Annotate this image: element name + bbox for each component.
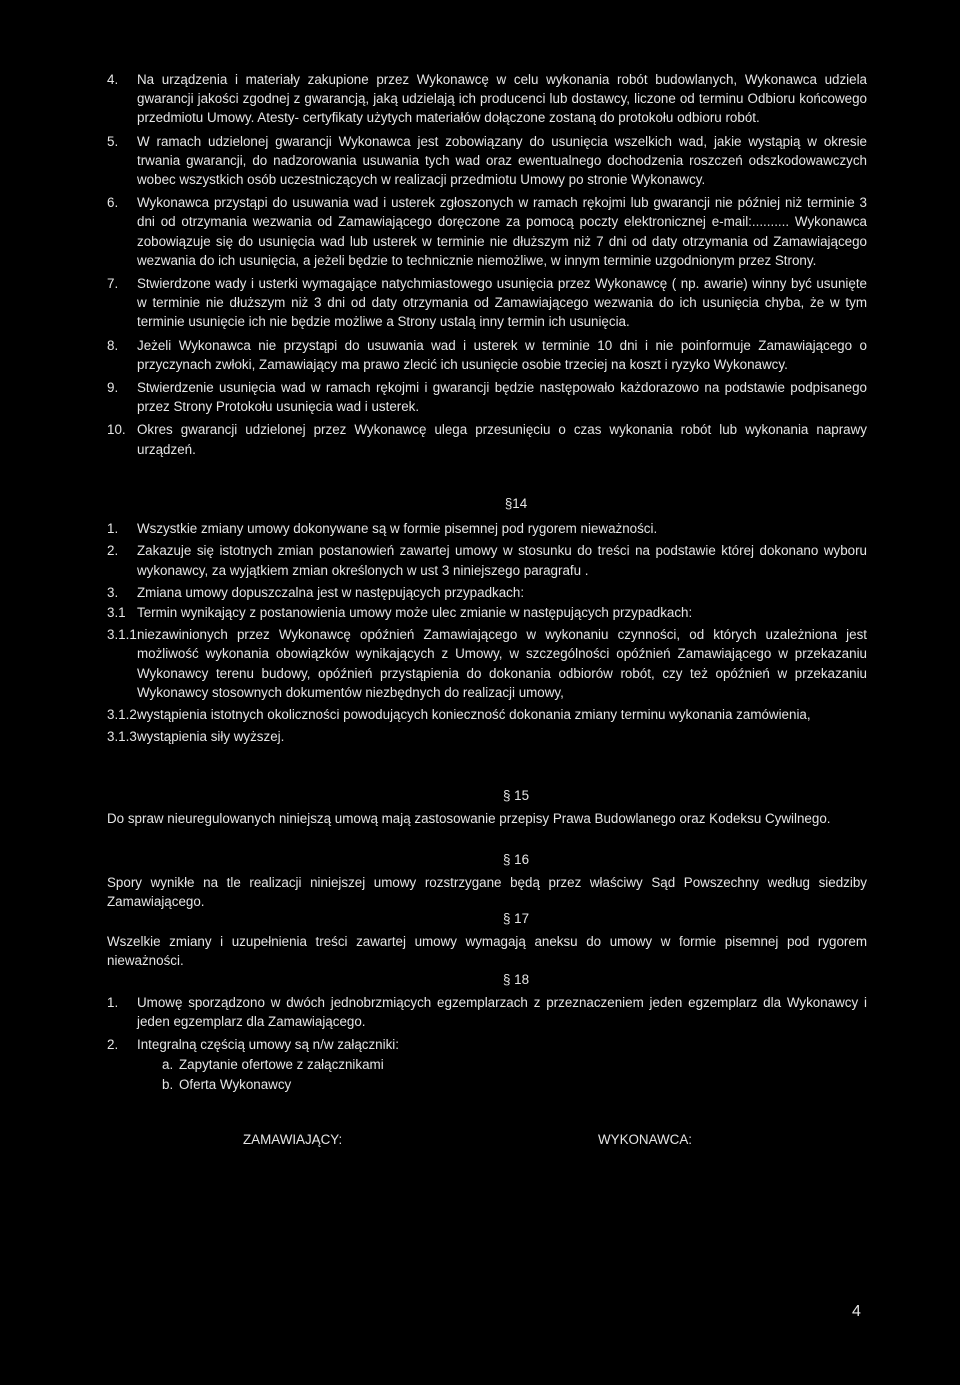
attachment-a: a. Zapytanie ofertowe z załącznikami <box>162 1056 384 1072</box>
s14-clause-1: 1. Wszystkie zmiany umowy dokonywane są w formie pisemnej pod rygorem nieważności. <box>107 521 658 537</box>
clause-4: 4. Na urządzenia i materiały zakupione przez Wykonawcę w celu wykonania robót budowlanych, Wykonawca udziela gwarancji jakości zgodnej z gwarancją, jaką udzielają ich producenci lub dostawcy, liczone od terminu Odbioru końcowego przedmiotu Umowy. Atesty- certyfikaty użytych materiałów dołączone zostaną do protokołu odbioru robót. <box>107 72 867 126</box>
s14-clause-3-1-3: 3.1.3 wystąpienia siły wyższej. <box>107 729 285 745</box>
clause-10: 10. Okres gwarancji udzielonej przez Wykonawcę ulega przesunięciu o czas wykonania robót lub wykonania naprawy urządzeń. <box>107 422 867 457</box>
guarantee-clauses <box>107 70 867 459</box>
clause-6: 6. Wykonawca przystąpi do usuwania wad i usterek zgłoszonych w ramach rękojmi lub gwarancji nie później niż terminie 3 dni od otrzymania wezwania od Zamawiającego doręczone za pomocą poczty elektronicznej e-mail:.......... Wykonawca zobowiązuje się do usunięcia wad lub usterek w terminie nie dłuższym niż 7 dni od daty otrzymania od Zamawiającego wezwania do ich usunięcia, a jeżeli będzie to technicznie niemożliwe, w innym terminie uzgodnionym przez Strony. <box>107 195 867 268</box>
section-17-text: Wszelkie zmiany i uzupełnienia treści zawartej umowy wymagają aneksu do umowy w formie pisemnej pod rygorem nieważności. <box>107 934 867 969</box>
s14-clause-3-1: 3.1 Termin wynikający z postanowienia umowy może ulec zmianie w następujących przypadkach: <box>107 605 693 621</box>
signature-label-zamawiajacy: ZAMAWIAJĄCY: <box>243 1132 343 1147</box>
clause-5: 5. W ramach udzielonej gwarancji Wykonawca jest zobowiązany do usunięcia wszelkich wad, jakie wystąpią w okresie trwania gwarancji, do nadzorowania usuwania tych wad oraz ewentualnego dochodzenia roszczeń odszkodowawczych wobec wszystkich osób uczestniczących w realizacji przedmiotu Umowy po stronie Wykonawcy. <box>107 133 867 188</box>
s14-clause-3-1-1: 3.1.1 niezawinionych przez Wykonawcę opóźnień Zamawiającego w wykonaniu czynności, od których uzależniona jest możliwość wykonania obowiązków wynikających z Umowy, w szczególności opóźnień Zamawiającego w przekazaniu Wykonawcy terenu budowy, opóźnień przystąpienia do dokonania odbiorów robót, czy też opóźnień w przekazaniu Wykonawcy stosownych dokumentów niezbędnych do realizacji umowy, <box>107 627 867 700</box>
clause-8: 8. Jeżeli Wykonawca nie przystąpi do usuwania wad i usterek w terminie 10 dni i nie poinformuje Zamawiającego o przyczynach zwłoki, Zamawiający ma prawo zlecić ich usunięcie osobie trzeciej na koszt i ryzyko Wykonawcy. <box>107 337 867 372</box>
section-15-heading: § 15 <box>502 788 530 803</box>
section-16-heading: § 16 <box>502 852 530 867</box>
page-number: 4 <box>852 1303 861 1320</box>
signature-label-wykonawca: WYKONAWCA: <box>598 1132 692 1147</box>
clause-9: 9. Stwierdzenie usunięcia wad w ramach rękojmi i gwarancji będzie następowało każdorazowo na podstawie podpisanego przez Strony Protokołu usunięcia wad i usterek. <box>107 380 867 415</box>
section-17-heading: § 17 <box>502 911 530 926</box>
s14-clause-2: 2. Zakazuje się istotnych zmian postanowień zawartej umowy w stosunku do treści na podstawie której dokonano wyboru wykonawcy, za wyjątkiem zmian określonych w ust 3 niniejszego paragrafu . <box>107 543 867 578</box>
section-15 <box>107 786 867 828</box>
clause-7: 7. Stwierdzone wady i usterki wymagające natychmiastowego usunięcia przez Wykonawcę ( np. awarie) winny być usunięte w terminie nie dłuższym niż 3 dni od daty otrzymania od Zamawiającego wezwania do ich usunięcia chyba, że w tym terminie usunięcie ich nie będzie możliwe a Strony ustalą inny termin ich usunięcia. <box>107 276 867 330</box>
s14-clause-3-1-2: 3.1.2 wystąpienia istotnych okoliczności powodujących konieczność dokonania zmiany terminu wykonania zamówienia, <box>107 707 811 723</box>
section-16 <box>107 850 867 912</box>
attachment-b: b. Oferta Wykonawcy <box>162 1077 292 1093</box>
section-17 <box>107 909 867 971</box>
section-18 <box>107 970 867 1094</box>
section-18-heading: § 18 <box>502 972 530 987</box>
section-14 <box>107 494 867 746</box>
section-16-text: Spory wynikłe na tle realizacji niniejszej umowy rozstrzygane będą przez właściwy Sąd Powszechny według siedziby Zamawiającego. <box>107 875 867 910</box>
section-14-heading: §14 <box>504 496 528 511</box>
section-15-text: Do spraw nieuregulowanych niniejszą umową mają zastosowanie przepisy Prawa Budowlanego oraz Kodeksu Cywilnego. <box>107 811 831 827</box>
s18-clause-1: 1. Umowę sporządzono w dwóch jednobrzmiących egzemplarzach z przeznaczeniem jeden egzemplarz dla Wykonawcy i jeden egzemplarz dla Zamawiającego. <box>107 995 867 1030</box>
s18-clause-2: 2. Integralną częścią umowy są n/w załączniki: <box>107 1036 399 1052</box>
s14-clause-3: 3. Zmiana umowy dopuszczalna jest w następujących przypadkach: <box>107 584 525 600</box>
